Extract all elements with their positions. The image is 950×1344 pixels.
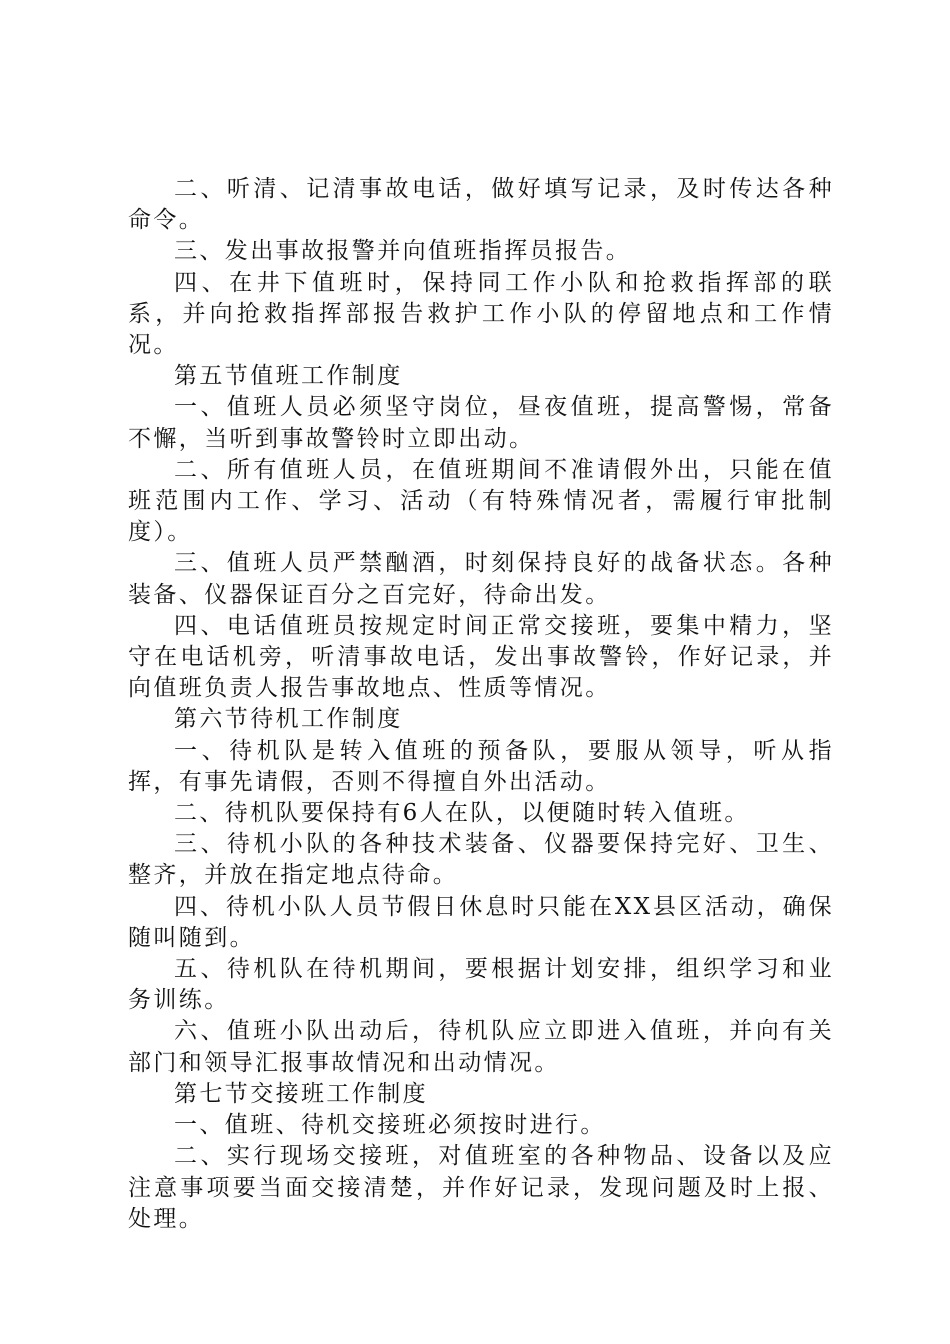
document-body: [128, 174, 834, 1235]
paragraph-6-3: 三、待机小队的各种技术装备、仪器要保持完好、卫生、整齐，并放在指定地点待命。: [128, 831, 834, 889]
paragraph-5-2: 二、所有值班人员，在值班期间不准请假外出，只能在值班范围内工作、学习、活动（有特殊情况者，需履行审批制度）。: [128, 456, 834, 546]
section-heading-6: 第六节待机工作制度: [174, 706, 403, 733]
paragraph-5-3: 三、值班人员严禁酗酒，时刻保持良好的战备状态。各种装备、仪器保证百分之百完好，待命出发。: [128, 550, 834, 608]
paragraph-4-underground-duty: 四、在井下值班时，保持同工作小队和抢救指挥部的联系，并向抢救指挥部报告救护工作小队的停留地点和工作情况。: [128, 269, 834, 359]
paragraph-2-listen-record: 二、听清、记清事故电话，做好填写记录，及时传达各种命令。: [128, 176, 834, 234]
section-heading-5: 第五节值班工作制度: [174, 363, 403, 390]
paragraph-7-1: 一、值班、待机交接班必须按时进行。: [174, 1112, 606, 1139]
paragraph-6-5: 五、待机队在待机期间，要根据计划安排，组织学习和业务训练。: [128, 956, 834, 1014]
section-heading-7: 第七节交接班工作制度: [174, 1080, 428, 1107]
paragraph-5-4: 四、电话值班员按规定时间正常交接班，要集中精力，坚守在电话机旁，听清事故电话，发出事故警铃，作好记录，并向值班负责人报告事故地点、性质等情况。: [128, 612, 834, 702]
paragraph-7-2: 二、实行现场交接班，对值班室的各种物品、设备以及应注意事项要当面交接清楚，并作好记录，发现问题及时上报、处理。: [128, 1143, 834, 1232]
paragraph-5-1: 一、值班人员必须坚守岗位，昼夜值班，提高警惕，常备不懈，当听到事故警铃时立即出动。: [128, 394, 834, 452]
paragraph-6-2: 二、待机队要保持有6人在队，以便随时转入值班。: [174, 800, 750, 827]
paragraph-6-1: 一、待机队是转入值班的预备队，要服从领导，听从指挥，有事先请假，否则不得擅自外出活动。: [128, 737, 834, 795]
paragraph-6-4: 四、待机小队人员节假日休息时只能在XX县区活动，确保随叫随到。: [128, 893, 834, 951]
paragraph-6-6: 六、值班小队出动后，待机队应立即进入值班，并向有关部门和领导汇报事故情况和出动情况。: [128, 1018, 834, 1076]
paragraph-3-alarm-report: 三、发出事故报警并向值班指挥员报告。: [174, 238, 632, 265]
